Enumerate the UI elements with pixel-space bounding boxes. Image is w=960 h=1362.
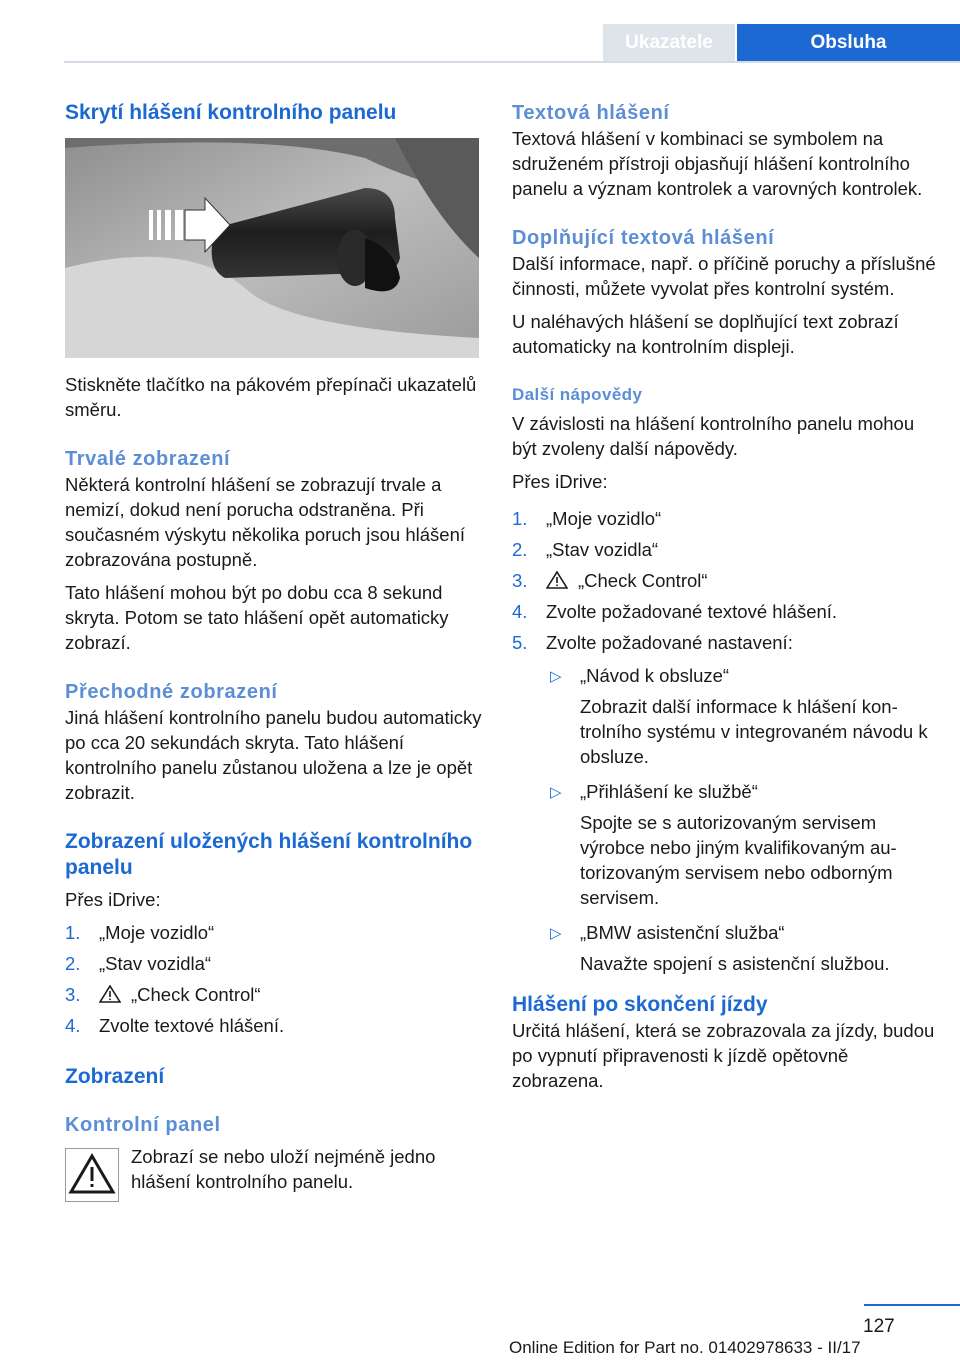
sub-options-list	[546, 663, 937, 976]
left-column	[65, 100, 483, 1202]
sub-list-item: ▷ „Návod k obsluze“ Zobrazit další informace k hlášení kontrolního systému v integrovaném návodu k obsluze.	[550, 665, 928, 767]
list-item: 4. Zvolte textové hlášení.	[65, 1015, 285, 1036]
list-item: 1. „Moje vozidlo“	[512, 508, 662, 529]
list-item: 4. Zvolte požadované textové hlášení.	[512, 601, 838, 622]
sub-list-item: ▷ „BMW asistenční služba“ Navažte spojení s asistenční službou.	[550, 922, 890, 974]
edition-note: Online Edition for Part no. 01402978633 - II/17	[509, 1338, 861, 1357]
header-divider	[64, 61, 960, 63]
paragraph-text-messages: Textová hlášení v kombinaci se symbolem na sdruženém přístroji objasňují hlášení kontrolního panelu a význam kontrolek a varovných kontrolek.	[512, 128, 923, 199]
paragraph-permanent-1: Některá kontrolní hlášení se zobrazují trvale a nemizí, dokud není porucha odstraněna. Při současném výskytu několika poruch jsou hlášení zobrazována postupně.	[65, 474, 466, 570]
paragraph-temporary: Jiná hlášení kontrolního panelu budou automaticky po cca 20 sekundách skryta. Tato hlášení kontrolního panelu zůstanou uložena a lze je opět zobrazit.	[65, 707, 482, 803]
triangle-bullet-icon: ▷	[550, 668, 562, 685]
paragraph-extra-2: U naléhavých hlášení se doplňující text zobrazí automaticky na kontrolním displeji.	[512, 311, 899, 357]
paragraph-permanent-2: Tato hlášení mohou být po dobu cca 8 sekund skryta. Potom se tato hlášení opět automaticky zobrazí.	[65, 582, 449, 653]
heading-text-messages: Textová hlášení	[512, 102, 670, 124]
footer-divider	[864, 1304, 960, 1306]
header-tab-obsluha[interactable]: Obsluha	[737, 24, 960, 62]
list-item: 1. „Moje vozidlo“	[65, 922, 215, 943]
heading-after-drive: Hlášení po skončení jízdy	[512, 993, 768, 1016]
steps-list-right	[512, 506, 937, 976]
warning-triangle-icon	[546, 571, 568, 589]
paragraph-extra-1: Další informace, např. o příčině poruchy a příslušné činnosti, můžete vyvolat přes kontrolní systém.	[512, 253, 936, 299]
triangle-bullet-icon: ▷	[550, 925, 562, 942]
heading-control-panel: Kontrolní panel	[65, 1114, 221, 1136]
triangle-bullet-icon: ▷	[550, 784, 562, 801]
paragraph-via-idrive-right: Přes iDrive:	[512, 471, 608, 492]
list-item: 5. Zvolte požadované nastavení: ▷ „Návod k obsluze“ Zobrazit další informace k hlášení kontrolního systému v integrovaném návodu k obsluze. ▷ „Přihlášení ke službě“ Spojte se s autorizovaným servisem výrobce nebo jiným kvalifikovaným autorizovaným servisem nebo odborným servisem. ▷ „BMW asistenční služba“ Navažte spojení s asistenční službou.	[512, 630, 937, 976]
heading-saved-messages: Zobrazení uložených hlášení kontrolního panelu	[65, 830, 473, 879]
paragraph-further-help: V závislosti na hlášení kontrolního panelu mohou být zvoleny další nápovědy.	[512, 413, 915, 459]
list-item: 3. „Check Control“	[512, 570, 708, 591]
list-item: 3. „Check Control“	[65, 984, 261, 1005]
heading-display: Zobrazení	[65, 1065, 165, 1088]
header-tab-ukazatele[interactable]: Ukazatele	[603, 24, 735, 62]
sub-list-item: ▷ „Přihlášení ke službě“ Spojte se s autorizovaným servisem výrobce nebo jiným kvalifikovaným autorizovaným servisem nebo odborným servisem.	[550, 781, 897, 908]
heading-temporary-display: Přechodné zobrazení	[65, 681, 278, 703]
heading-permanent-display: Trvalé zobrazení	[65, 448, 231, 470]
heading-further-help: Další nápovědy	[512, 385, 643, 404]
warning-box	[65, 1148, 483, 1202]
warning-triangle-icon	[99, 985, 121, 1003]
list-item: 2. „Stav vozidla“	[65, 953, 212, 974]
paragraph-control-panel: Zobrazí se nebo uloží nejméně jedno hlášení kontrolního panelu.	[131, 1146, 436, 1192]
steps-list-left	[65, 920, 483, 1038]
warning-triangle-icon	[65, 1148, 119, 1202]
paragraph-hide-instruction: Stiskněte tlačítko na pákovém přepínači ukazatelů směru.	[65, 374, 477, 420]
heading-extra-text: Doplňující textová hlášení	[512, 227, 775, 249]
list-item: 2. „Stav vozidla“	[512, 539, 659, 560]
paragraph-via-idrive-left: Přes iDrive:	[65, 889, 161, 910]
right-column	[512, 100, 937, 1093]
paragraph-after-drive: Určitá hlášení, která se zobrazovala za jízdy, budou po vypnutí připravenosti k jízdě opětovně zobrazena.	[512, 1020, 935, 1091]
turn-signal-lever-photo	[65, 138, 479, 358]
page-number: 127	[863, 1316, 895, 1337]
heading-hide-messages: Skrytí hlášení kontrolního panelu	[65, 101, 397, 124]
